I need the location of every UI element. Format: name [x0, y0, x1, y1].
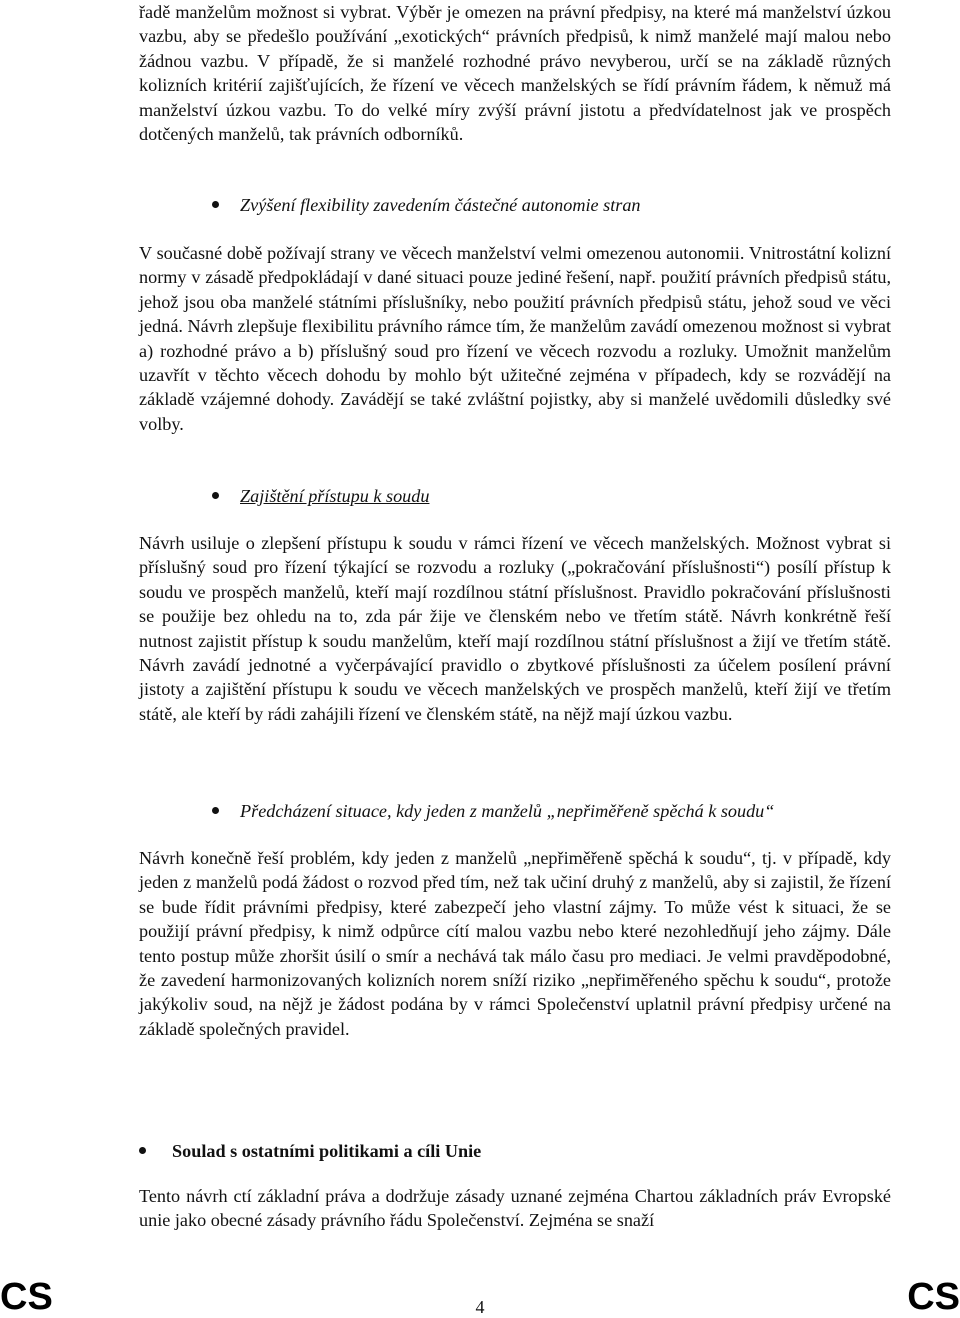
- paragraph-rush-to-court: Návrh konečně řeší problém, kdy jeden z manželů „nepřiměřeně spěchá k soudu“, tj. v případě, kdy jeden z manželů podá žádost o rozvod před tím, než tak učiní druhý z manželů, aby si zajistil, že řízení se bude řídit právními předpisy, které zabezpečí jeho vlastní zájmy. To může vést k situaci, že se použijí právní předpisy, k nimž odpůrce cítí malou vazbu nebo které nezohledňují jeho zájmy. Dále tento postup může zhoršit úsilí o smír a nechává tak málo času pro mediaci. Je velmi pravděpodobné, že zavedení harmonizovaných kolizních norem sníží riziko „nepřiměřeného spěchu k soudu“, protože jakýkoliv soud, na nějž je žádost podána by v rámci Společenství uplatnil právní předpisy určené na základě společných pravidel.: [139, 848, 891, 1039]
- paragraph-access-to-court: Návrh usiluje o zlepšení přístupu k soudu v rámci řízení ve věcech manželských. Možnost vybrat si příslušný soud pro řízení týkající se rozvodu a rozluky („pokračování příslušnosti“) posílí přístup k soudu ve prospěch manželů, kteří mají rozdílnou státní příslušnost. Pravidlo pokračování příslušnosti se použije bez ohledu na to, zda pár žije ve členském nebo ve třetím státě. Návrh konkrétně řeší nutnost zajistit přístup k soudu manželům, kteří mají rozdílnou státní příslušnost a žijí ve třetím státě. Návrh zavádí jednotné a vyčerpávající pravidlo o zbytkové příslušnosti za účelem posílení právní jistoty a zajištění přístupu k soudu ve věcech manželských ve prospěch manželů, kteří žijí ve třetím státě, ale kteří by rádi zahájili řízení ve členském státě, na nějž mají úzkou vazbu.: [139, 533, 891, 724]
- bullet-dot-icon: [212, 807, 219, 814]
- paragraph-flexibility: V současné době požívají strany ve věcech manželství velmi omezenou autonomii. Vnitrostátní kolizní normy v zásadě předpokládají v dané situaci pouze jediné řešení, např. použití právních předpisů státu, jehož jsou oba manželé státními příslušníky, nebo použití právních předpisů státu, jehož soud ve věci jedná. Návrh zlepšuje flexibilitu právního rámce tím, že manželům zavádí omezenou možnost si vybrat a) rozhodné právo a b) příslušný soud pro řízení ve věcech rozvodu a rozluky. Umožnit manželům uzavřít v těchto věcech dohodu by mohlo být užitečné zejména v případech, kdy se rozvádějí na základě vzájemné dohody. Zavádějí se také zvláštní pojistky, aby si manželé uvědomili důsledky své volby.: [139, 243, 892, 434]
- bullet-dot-icon: [212, 201, 219, 208]
- subheading-rush-to-court: Předcházení situace, kdy jeden z manželů „nepřiměřeně spěchá k soudu“: [240, 801, 775, 821]
- footer-language-code-left: CS: [0, 1276, 53, 1318]
- paragraph-choice-of-law: řadě manželům možnost si vybrat. Výběr je omezen na právní předpisy, na které má manželství úzkou vazbu, aby se předešlo používání „exotických“ právních předpisů, k nimž manželé mají malou nebo žádnou vazbu. V případě, že si manželé rozhodné právo nevyberou, určí se na základě různých kolizních kritérií zajišťujících, že řízení ve věcech manželských se řídí právním řádem, k němuž má manželství úzkou vazbu. To do velké míry zvýší právní jistotu a předvídatelnost jak ve prospěch dotčených manželů, tak právních odborníků.: [139, 2, 891, 145]
- bullet-dot-icon: [139, 1147, 146, 1154]
- subheading-flexibility: Zvýšení flexibility zavedením částečné autonomie stran: [240, 195, 641, 215]
- footer-language-code-right: CS: [907, 1276, 960, 1318]
- heading-consistency: Soulad s ostatními politikami a cíli Unie: [172, 1141, 482, 1161]
- subheading-access-to-court: Zajištění přístupu k soudu: [240, 486, 430, 506]
- page-number: 4: [475, 1297, 485, 1317]
- paragraph-consistency: Tento návrh ctí základní práva a dodržuje zásady uznané zejména Chartou základních práv Evropské unie jako obecné zásady právního řádu Společenství. Zejména se snaží: [139, 1186, 891, 1231]
- bullet-dot-icon: [212, 492, 219, 499]
